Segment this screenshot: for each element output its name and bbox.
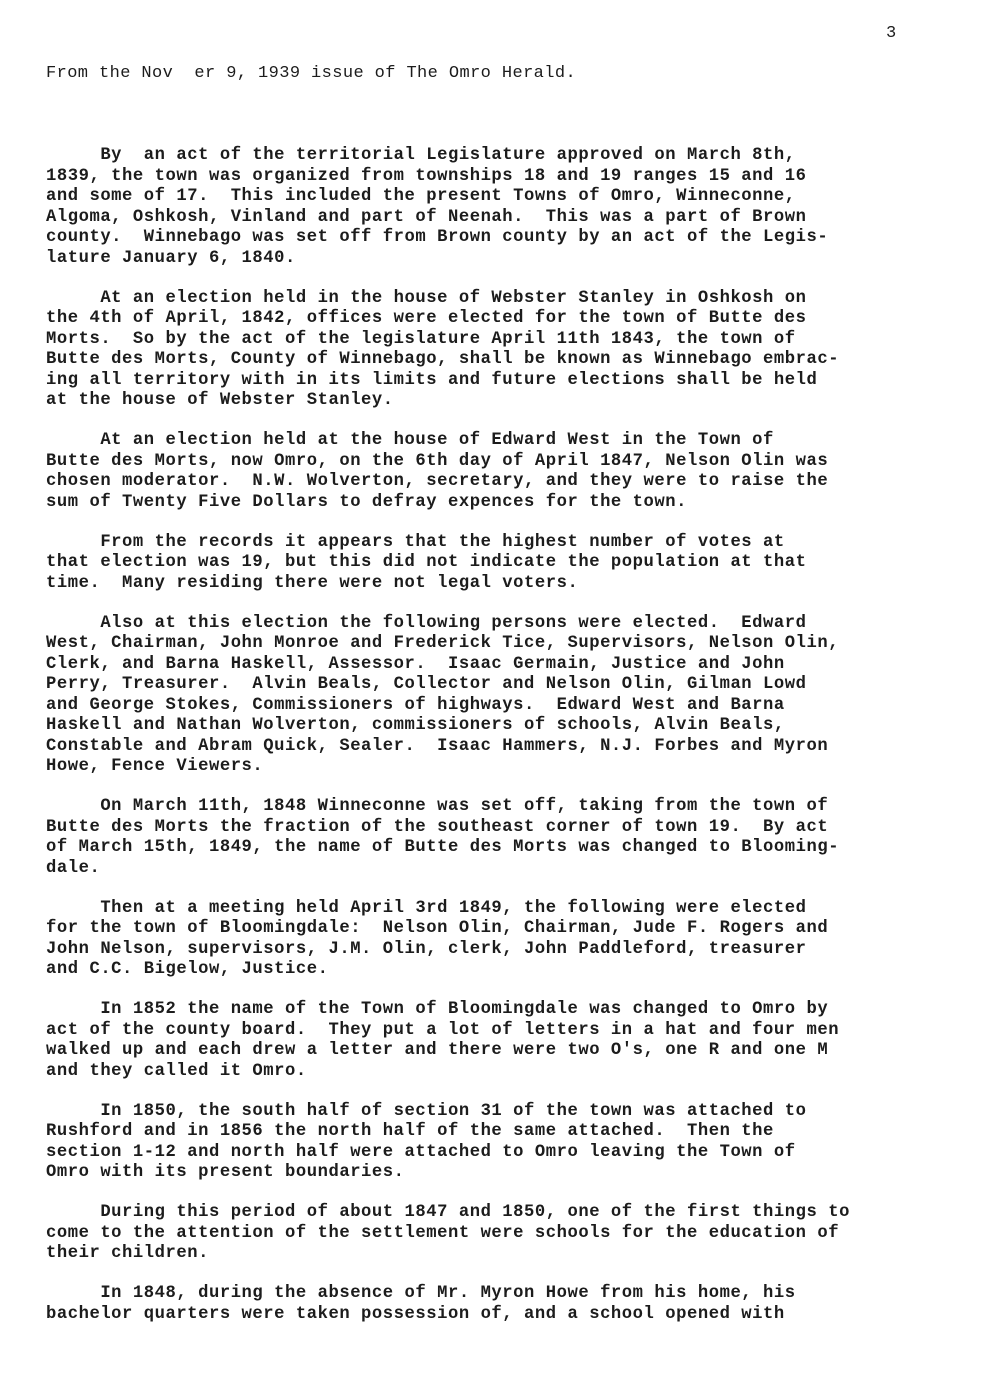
text-line: that election was 19, but this did not indicate the population at that — [46, 553, 807, 572]
text-line: West, Chairman, John Monroe and Frederick Tice, Supervisors, Nelson Olin, — [46, 634, 840, 653]
text-line: and some of 17. This included the present Towns of Omro, Winneconne, — [46, 187, 796, 206]
text-line: At an election held at the house of Edward West in the Town of — [46, 431, 774, 450]
text-line: Howe, Fence Viewers. — [46, 757, 264, 776]
text-line: the 4th of April, 1842, offices were elected for the town of Butte des — [46, 309, 807, 328]
text-line: come to the attention of the settlement were schools for the education of — [46, 1223, 840, 1243]
text-line: and George Stokes, Commissioners of highways. Edward West and Barna — [46, 695, 785, 715]
text-line: sum of Twenty Five Dollars to defray expences for the town. — [46, 492, 687, 512]
text-line: By an act of the territorial Legislature approved on March 8th, — [46, 146, 796, 165]
text-line: During this period of about 1847 and 1850, one of the first things to — [46, 1203, 850, 1222]
source-line: From the Nov er 9, 1939 issue of The Omro Herald. — [46, 64, 577, 83]
text-line: Then at a meeting held April 3rd 1849, the following were elected — [46, 898, 807, 918]
text-line: Omro with its present boundaries. — [46, 1163, 405, 1182]
text-line: Rushford and in 1856 the north half of the same attached. Then the — [46, 1122, 774, 1141]
text-line: Constable and Abram Quick, Sealer. Isaac Hammers, N.J. Forbes and Myron — [46, 736, 829, 756]
paragraph — [46, 431, 966, 513]
text-line: At an election held in the house of Webster Stanley in Oshkosh on — [46, 288, 807, 308]
text-line: section 1-12 and north half were attached to Omro leaving the Town of — [46, 1142, 796, 1162]
paragraph — [46, 1284, 966, 1325]
text-line: In 1848, during the absence of Mr. Myron Howe from his home, his — [46, 1284, 796, 1303]
text-line: Clerk, and Barna Haskell, Assessor. Isaac Germain, Justice and John — [46, 654, 785, 674]
text-line: Butte des Morts, County of Winnebago, shall be known as Winnebago embrac- — [46, 350, 840, 369]
text-line: Haskell and Nathan Wolverton, commissioners of schools, Alvin Beals, — [46, 716, 785, 735]
text-line: Butte des Morts the fraction of the southeast corner of town 19. By act — [46, 817, 829, 837]
paragraph — [46, 899, 966, 981]
paragraph — [46, 1000, 966, 1082]
page-number: 3 — [886, 24, 897, 43]
text-line: at the house of Webster Stanley. — [46, 391, 394, 410]
paragraph — [46, 289, 966, 412]
text-line: for the town of Bloomingdale: Nelson Olin, Chairman, Jude F. Rogers and — [46, 919, 829, 938]
article-body — [46, 146, 966, 1345]
text-line: lature January 6, 1840. — [46, 248, 296, 268]
paragraph — [46, 1203, 966, 1265]
text-line: of March 15th, 1849, the name of Butte des Morts was changed to Blooming- — [46, 838, 840, 857]
text-line: On March 11th, 1848 Winneconne was set off, taking from the town of — [46, 797, 829, 816]
paragraph — [46, 533, 966, 595]
text-line: 1839, the town was organized from townships 18 and 19 ranges 15 and 16 — [46, 166, 807, 186]
text-line: time. Many residing there were not legal voters. — [46, 573, 579, 593]
text-line: Morts. So by the act of the legislature April 11th 1843, the town of — [46, 329, 796, 349]
text-line: their children. — [46, 1244, 209, 1263]
text-line: Algoma, Oshkosh, Vinland and part of Neenah. This was a part of Brown — [46, 207, 807, 227]
text-line: bachelor quarters were taken possession of, and a school opened with — [46, 1304, 785, 1324]
text-line: and they called it Omro. — [46, 1061, 307, 1081]
paragraph — [46, 1102, 966, 1184]
text-line: Also at this election the following persons were elected. Edward — [46, 613, 807, 633]
text-line: and C.C. Bigelow, Justice. — [46, 960, 329, 979]
text-line: In 1852 the name of the Town of Bloomingdale was changed to Omro by — [46, 1000, 829, 1019]
paragraph — [46, 797, 966, 879]
text-line: From the records it appears that the highest number of votes at — [46, 532, 785, 552]
text-line: chosen moderator. N.W. Wolverton, secretary, and they were to raise the — [46, 472, 829, 491]
text-line: ing all territory with in its limits and future elections shall be held — [46, 370, 818, 390]
text-line: county. Winnebago was set off from Brown county by an act of the Legis- — [46, 228, 829, 247]
text-line: Butte des Morts, now Omro, on the 6th day of April 1847, Nelson Olin was — [46, 451, 829, 471]
text-line: dale. — [46, 858, 101, 878]
text-line: Perry, Treasurer. Alvin Beals, Collector and Nelson Olin, Gilman Lowd — [46, 675, 807, 694]
text-line: act of the county board. They put a lot of letters in a hat and four men — [46, 1020, 840, 1040]
text-line: walked up and each drew a letter and there were two O's, one R and one M — [46, 1041, 829, 1060]
text-line: John Nelson, supervisors, J.M. Olin, clerk, John Paddleford, treasurer — [46, 939, 807, 959]
paragraph — [46, 614, 966, 778]
text-line: In 1850, the south half of section 31 of the town was attached to — [46, 1101, 807, 1121]
paragraph — [46, 146, 966, 269]
